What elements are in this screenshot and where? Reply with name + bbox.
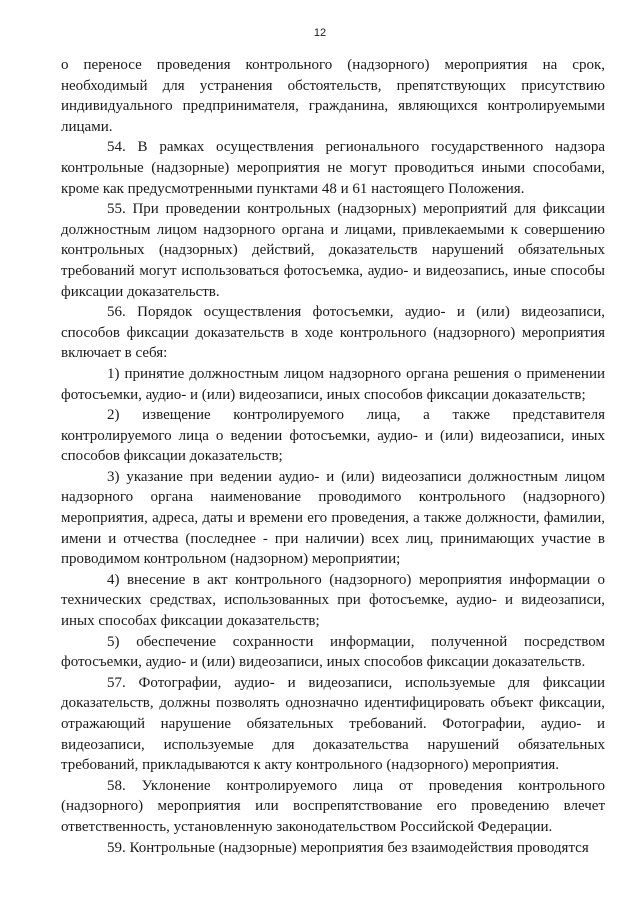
list-item-2: 2) извещение контролируемого лица, а также представителя контролируемого лица о ведении фотосъемки, аудио- и (или) видеозаписи, иных способов фиксации доказательств; xyxy=(61,407,605,465)
list-item-1: 1) принятие должностным лицом надзорного органа решения о применении фотосъемки, аудио- и (или) видеозаписи, иных способов фиксации доказательств; xyxy=(61,365,605,403)
list-item-4: 4) внесение в акт контрольного (надзорного) мероприятия информации о технических средствах, использованных при фотосъемке, аудио- и видеозаписи, иных способах фиксации доказательств; xyxy=(61,571,605,630)
paragraph-55: 55. При проведении контрольных (надзорных) мероприятий для фиксации должностным лицом надзорного органа и лицами, привлекаемыми к совершению контрольных (надзорных) действий, доказательств нарушений обязательных требований могут использоваться фотосъемка, аудио- и видеозапись, иные способы фиксации доказательств. xyxy=(61,201,605,300)
list-item-3: 3) указание при ведении аудио- и (или) видеозаписи должностным лицом надзорного органа наименование проводимого контрольного (надзорного) мероприятия, адреса, даты и времени его проведения, а также должности, фамилии, имени и отчества (последнее - при наличии) всех лиц, принимающих участие в проводимом контрольном (надзорном) мероприятии; xyxy=(61,468,605,568)
paragraph-54: 54. В рамках осуществления регионального государственного надзора контрольные (надзорные) мероприятия не могут проводиться иными способами, кроме как предусмотренными пунктами 48 и 61 настоящего Положения. xyxy=(61,139,605,197)
page-number: 12 xyxy=(313,27,327,39)
paragraph-56: 56. Порядок осуществления фотосъемки, аудио- и (или) видеозаписи, способов фиксации доказательств в ходе контрольного (надзорного) мероприятия включает в себя: xyxy=(61,304,605,362)
paragraph-59: 59. Контрольные (надзорные) мероприятия без взаимодействия проводятся xyxy=(107,839,589,856)
paragraph-58: 58. Уклонение контролируемого лица от проведения контрольного (надзорного) мероприятия или воспрепятствование его проведению влечет ответственность, установленную законодательством Российской Федерации. xyxy=(61,777,605,835)
paragraph-continuation: о переносе проведения контрольного (надзорного) мероприятия на срок, необходимый для устранения обстоятельств, препятствующих присутствию индивидуального предпринимателя, гражданина, являющихся контролируемыми лицами. xyxy=(61,57,605,135)
paragraph-57: 57. Фотографии, аудио- и видеозаписи, используемые для фиксации доказательств, должны позволять однозначно идентифицировать объект фиксации, отражающий нарушение обязательных требований. Фотографии, аудио- и видеозаписи, используемые для доказательства нарушений обязательных требований, прикладываются к акту контрольного (надзорного) мероприятия. xyxy=(61,674,605,774)
document-body xyxy=(61,55,605,858)
list-item-5: 5) обеспечение сохранности информации, полученной посредством фотосъемки, аудио- и (или) видеозаписи, иных способов фиксации доказательств. xyxy=(61,633,605,671)
